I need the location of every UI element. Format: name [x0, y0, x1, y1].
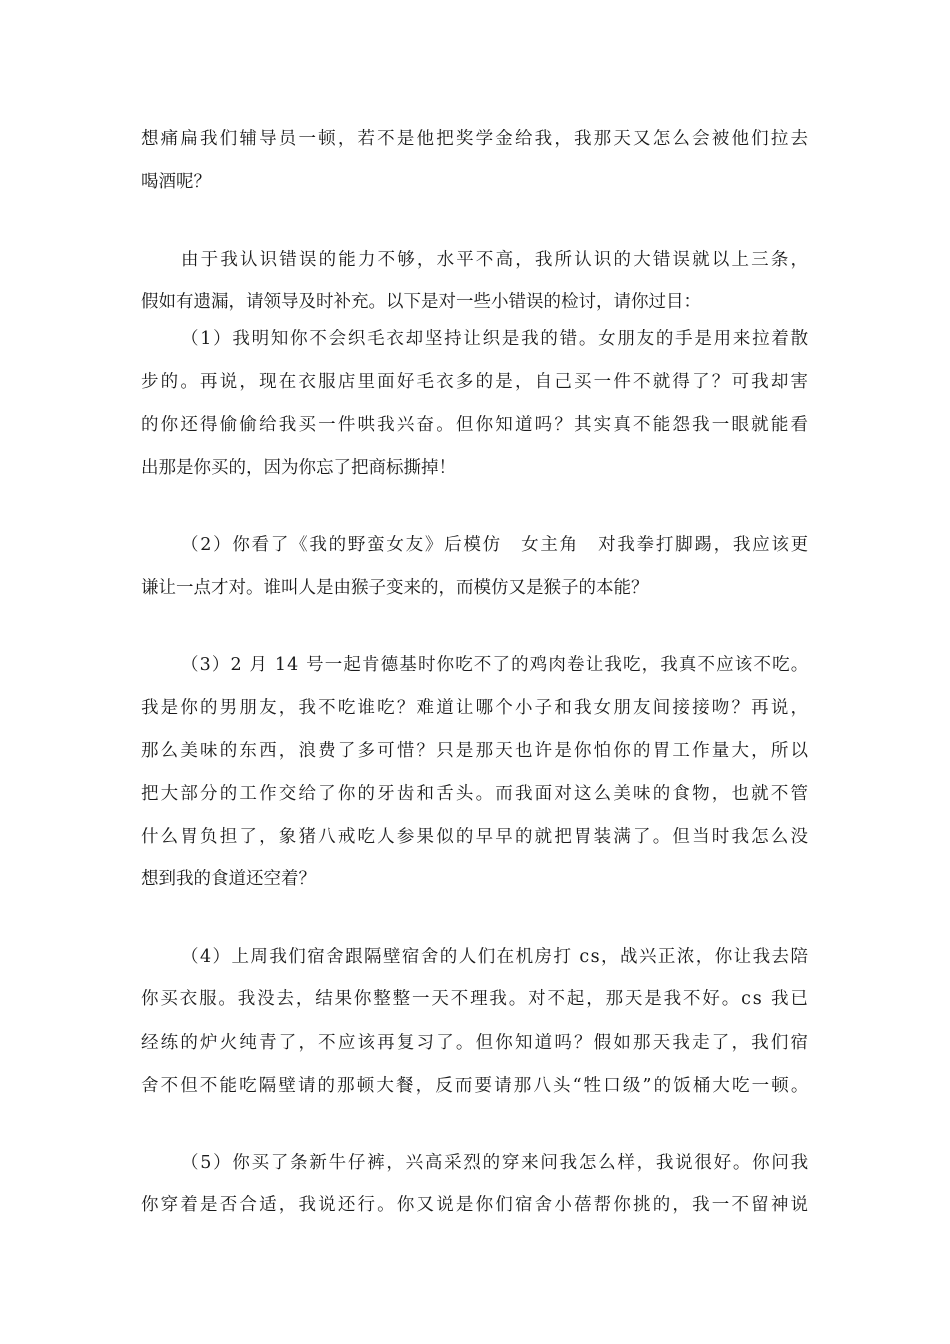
item-1-first-line: （1）我明知你不会织毛衣却坚持让织是我的错。女朋友的手是用来拉着散 — [181, 329, 810, 349]
text-line: 谦让一点才对。谁叫人是由猴子变来的，而模仿又是猴子的本能？ — [141, 578, 649, 598]
text-line: 我是你的男朋友，我不吃谁吃？难道让哪个小子和我女朋友间接接吻？再说， — [141, 698, 811, 718]
text-line: 那么美味的东西，浪费了多可惜？只是那天也许是你怕你的胃工作量大，所以 — [141, 741, 811, 761]
item-4-first-line: （4）上周我们宿舍跟隔壁宿舍的人们在机房打 cs，战兴正浓，你让我去陪 — [181, 947, 810, 967]
text-line: 你买衣服。我没去，结果你整整一天不理我。对不起，那天是我不好。cs 我已 — [141, 989, 810, 1009]
paragraph-first-line: 由于我认识错误的能力不够，水平不高，我所认识的大错误就以上三条， — [181, 250, 811, 270]
text-line: 假如有遗漏，请领导及时补充。以下是对一些小错误的检讨，请你过目： — [141, 292, 701, 312]
text-line: 的你还得偷偷给我买一件哄我兴奋。但你知道吗？其实真不能怨我一眼就能看 — [141, 415, 811, 435]
text-line: 步的。再说，现在衣服店里面好毛衣多的是，自己买一件不就得了？可我却害 — [141, 372, 811, 392]
text-line: 喝酒呢？ — [141, 172, 211, 192]
text-line: 想痛扁我们辅导员一顿，若不是他把奖学金给我，我那天又怎么会被他们拉去 — [141, 129, 811, 149]
text-line: 经练的炉火纯青了，不应该再复习了。但你知道吗？假如那天我走了，我们宿 — [141, 1033, 811, 1053]
text-line: 把大部分的工作交给了你的牙齿和舌头。而我面对这么美味的食物，也就不管 — [141, 784, 811, 804]
text-line: 什么胃负担了，象猪八戒吃人参果似的早早的就把胃装满了。但当时我怎么没 — [141, 827, 811, 847]
text-line: 想到我的食道还空着？ — [141, 869, 316, 889]
text-line: 舍不但不能吃隔壁请的那顿大餐，反而要请那八头“牲口级”的饭桶大吃一顿。 — [141, 1076, 811, 1096]
text-line: 你穿着是否合适，我说还行。你又说是你们宿舍小蓓帮你挑的，我一不留神说 — [141, 1195, 811, 1215]
item-5-first-line: （5）你买了条新牛仔裤，兴高采烈的穿来问我怎么样，我说很好。你问我 — [181, 1153, 810, 1173]
item-3-first-line: （3）2 月 14 号一起肯德基时你吃不了的鸡肉卷让我吃，我真不应该不吃。 — [181, 655, 810, 675]
text-line: 出那是你买的，因为你忘了把商标撕掉！ — [141, 458, 456, 478]
item-2-first-line: （2）你看了《我的野蛮女友》后模仿 女主角 对我拳打脚踢，我应该更 — [181, 535, 810, 555]
